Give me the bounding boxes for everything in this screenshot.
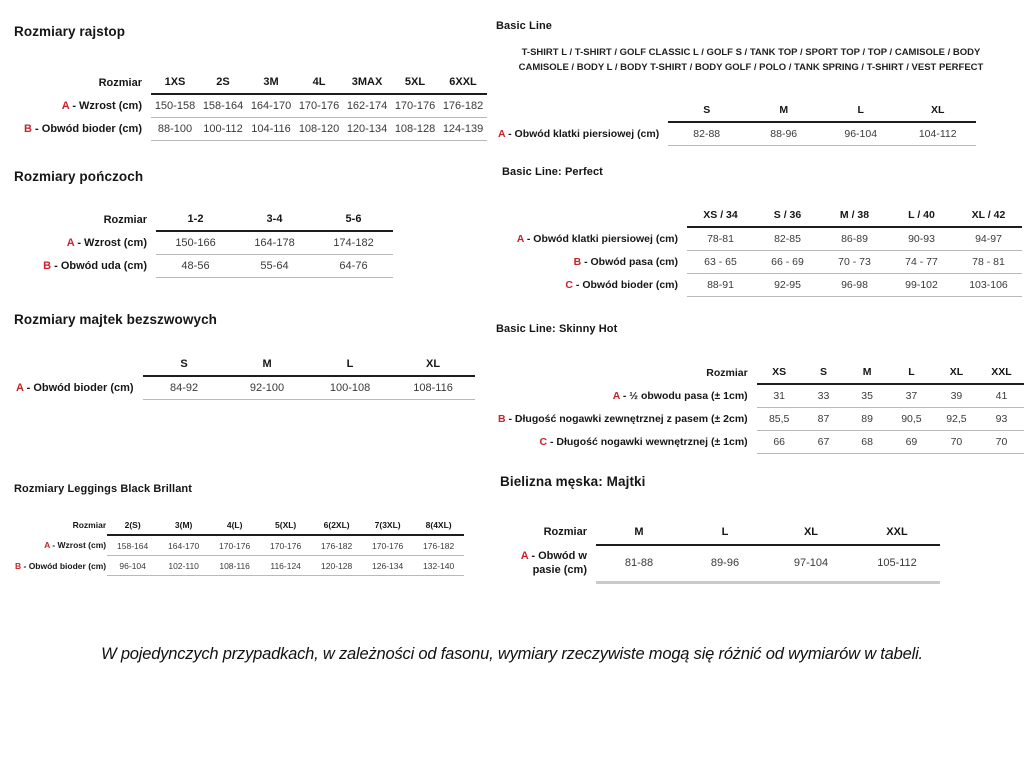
- section-title: Rozmiary pończoch: [14, 169, 144, 184]
- leggings-size-table: [14, 515, 464, 576]
- measurement-value: 120-134: [343, 118, 391, 141]
- measurement-letter: C: [565, 279, 573, 291]
- size-column-header: 2(S): [107, 515, 158, 535]
- measurement-value: 162-174: [343, 94, 391, 118]
- section-rozmiary-majtek-bezszwowych: [14, 312, 475, 400]
- measurement-value: 89: [845, 408, 889, 431]
- measurement-label: B - Obwód pasa (cm): [573, 256, 678, 268]
- seamless-briefs-size-table: [14, 353, 475, 400]
- measurement-letter: A: [61, 99, 70, 112]
- measurement-value: 104-112: [899, 122, 976, 146]
- size-column-header: S: [668, 99, 745, 122]
- measurement-row: [496, 122, 976, 146]
- size-header-row: [502, 204, 1022, 227]
- measurement-value: 170-176: [362, 535, 413, 556]
- size-column-header: 1XS: [151, 71, 199, 94]
- section-basic-line-perfect: [502, 166, 1022, 297]
- tights-size-table: [14, 71, 487, 141]
- measurement-letter: A: [612, 389, 620, 402]
- measurement-row: [500, 545, 940, 583]
- measurement-row: [14, 94, 487, 118]
- size-column-header: XL: [899, 99, 976, 122]
- measurement-value: 74 - 77: [888, 251, 955, 274]
- measurement-value: 97-104: [768, 545, 854, 583]
- section-title: Bielizna męska: Majtki: [500, 474, 646, 489]
- measurement-value: 102-110: [158, 556, 209, 576]
- measurement-value: 37: [889, 384, 934, 408]
- section-rozmiary-rajstop: [14, 24, 487, 141]
- size-header-row: [14, 71, 487, 94]
- measurement-label: B - Obwód uda (cm): [43, 260, 147, 272]
- size-header-row: [14, 353, 475, 376]
- measurement-label: C - Obwód bioder (cm): [565, 279, 678, 291]
- section-leggings-black-brillant: [14, 483, 464, 576]
- size-column-header: XXL: [979, 361, 1024, 384]
- measurement-value: 66: [757, 431, 802, 454]
- size-column-header: 3(M): [158, 515, 209, 535]
- measurement-value: 90-93: [888, 227, 955, 251]
- measurement-label: B - Długość nogawki zewnętrznej z pasem (± 2cm): [498, 413, 748, 425]
- measurement-value: 89-96: [682, 545, 768, 583]
- measurement-value: 70: [934, 431, 979, 454]
- measurement-letter: B: [24, 123, 32, 135]
- measurement-label: A - Wzrost (cm): [66, 236, 147, 249]
- size-row-label: [496, 99, 668, 122]
- measurement-value: 126-134: [362, 556, 413, 576]
- section-rozmiary-ponczoch: [14, 169, 393, 278]
- measurement-value: 99-102: [888, 274, 955, 297]
- measurement-letter: A: [44, 540, 50, 551]
- size-header-row: [14, 515, 464, 535]
- size-column-header: 6(2XL): [311, 515, 362, 535]
- disclaimer-note: W pojedynczych przypadkach, w zależności od fasonu, wymiary rzeczywiste mogą się różnić od wymiarów w tabeli.: [101, 645, 923, 663]
- section-title: Rozmiary Leggings Black Brillant: [14, 483, 193, 495]
- measurement-value: 164-170: [158, 535, 209, 556]
- size-header-row: [496, 99, 976, 122]
- size-column-header: M: [745, 99, 822, 122]
- size-column-header: M: [226, 353, 309, 376]
- measurement-value: 55-64: [235, 255, 314, 278]
- measurement-value: 31: [757, 384, 802, 408]
- measurement-value: 170-176: [209, 535, 260, 556]
- measurement-value: 33: [802, 384, 846, 408]
- measurement-label: C - Długość nogawki wewnętrznej (± 1cm): [539, 436, 748, 448]
- measurement-value: 82-85: [754, 227, 821, 251]
- measurement-value: 35: [845, 384, 889, 408]
- size-column-header: L: [822, 99, 899, 122]
- measurement-letter: A: [498, 128, 506, 141]
- measurement-letter: A: [516, 232, 524, 245]
- measurement-label: A - Wzrost (cm): [44, 540, 107, 551]
- measurement-row: [14, 535, 464, 556]
- size-column-header: XS / 34: [687, 204, 754, 227]
- measurement-letter: B: [43, 260, 52, 272]
- measurement-value: 108-128: [391, 118, 439, 141]
- size-row-label: [14, 353, 143, 376]
- measurement-value: 116-124: [260, 556, 311, 576]
- size-column-header: 5-6: [314, 208, 393, 231]
- measurement-value: 108-116: [392, 376, 475, 400]
- size-column-header: XL: [768, 521, 854, 545]
- measurement-row: [496, 408, 1024, 431]
- measurement-value: 158-164: [107, 535, 158, 556]
- measurement-row: [14, 118, 487, 141]
- size-column-header: 2S: [199, 71, 247, 94]
- measurement-value: 88-96: [745, 122, 822, 146]
- measurement-letter: B: [15, 560, 22, 571]
- measurement-letter: B: [498, 413, 506, 425]
- size-column-header: L: [682, 521, 768, 545]
- size-column-header: 3-4: [235, 208, 314, 231]
- measurement-value: 69: [889, 431, 934, 454]
- measurement-label: A - Obwód bioder (cm): [16, 381, 134, 394]
- size-header-row: [500, 521, 940, 545]
- measurement-value: 170-176: [391, 94, 439, 118]
- measurement-value: 39: [934, 384, 979, 408]
- mens-briefs-size-table: [500, 521, 940, 584]
- section-title: Rozmiary rajstop: [14, 24, 126, 39]
- size-row-label: Rozmiar: [706, 366, 748, 379]
- measurement-label: A - Obwód klatki piersiowej (cm): [516, 232, 678, 245]
- size-column-header: L: [889, 361, 934, 384]
- size-column-header: S: [802, 361, 846, 384]
- measurement-row: [14, 255, 393, 278]
- measurement-value: 150-158: [151, 94, 199, 118]
- measurement-value: 100-108: [309, 376, 392, 400]
- size-column-header: M: [845, 361, 889, 384]
- measurement-row: [14, 231, 393, 255]
- measurement-value: 176-182: [311, 535, 362, 556]
- measurement-label: A - Wzrost (cm): [61, 99, 142, 112]
- size-column-header: M: [596, 521, 682, 545]
- size-column-header: 6XXL: [439, 71, 487, 94]
- measurement-value: 41: [979, 384, 1024, 408]
- size-column-header: M / 38: [821, 204, 888, 227]
- measurement-label: B - Obwód bioder (cm): [15, 560, 107, 571]
- size-column-header: 4(L): [209, 515, 260, 535]
- measurement-value: 88-100: [151, 118, 199, 141]
- measurement-value: 78-81: [687, 227, 754, 251]
- measurement-letter: A: [16, 381, 24, 394]
- size-column-header: S / 36: [754, 204, 821, 227]
- measurement-row: [496, 431, 1024, 454]
- size-column-header: 5XL: [391, 71, 439, 94]
- section-bielizna-meska-majtki: [500, 474, 940, 584]
- measurement-value: 96-98: [821, 274, 888, 297]
- measurement-value: 84-92: [143, 376, 226, 400]
- size-column-header: S: [143, 353, 226, 376]
- size-column-header: XS: [757, 361, 802, 384]
- measurement-value: 92,5: [934, 408, 979, 431]
- measurement-value: 67: [802, 431, 846, 454]
- size-column-header: 1-2: [156, 208, 235, 231]
- size-column-header: XL / 42: [955, 204, 1022, 227]
- measurement-value: 68: [845, 431, 889, 454]
- measurement-value: 88-91: [687, 274, 754, 297]
- measurement-value: 103-106: [955, 274, 1022, 297]
- measurement-value: 158-164: [199, 94, 247, 118]
- section-title: Basic Line: Skinny Hot: [496, 323, 618, 335]
- measurement-value: 90,5: [889, 408, 934, 431]
- measurement-row: [496, 384, 1024, 408]
- measurement-value: 93: [979, 408, 1024, 431]
- measurement-value: 85,5: [757, 408, 802, 431]
- size-column-header: XL: [934, 361, 979, 384]
- measurement-value: 87: [802, 408, 846, 431]
- product-list: T-SHIRT L / T-SHIRT / GOLF CLASSIC L / GOLF S / TANK TOP / SPORT TOP / TOP / CAMISOLE / BODY CAMISOLE / BODY L / BODY T-SHIRT / BODY GOLF / POLO / TANK SPRING / T-SHIRT / VEST PERFECT: [518, 47, 984, 73]
- measurement-value: 176-182: [413, 535, 464, 556]
- basic-line-size-table: [496, 99, 976, 146]
- measurement-letter: B: [573, 256, 582, 268]
- size-column-header: 7(3XL): [362, 515, 413, 535]
- stockings-size-table: [14, 208, 393, 278]
- measurement-value: 170-176: [295, 94, 343, 118]
- measurement-value: 48-56: [156, 255, 235, 278]
- size-row-label: Rozmiar: [98, 76, 142, 89]
- measurement-letter: A: [520, 549, 529, 562]
- measurement-value: 82-88: [668, 122, 745, 146]
- size-column-header: 3MAX: [343, 71, 391, 94]
- measurement-value: 63 - 65: [687, 251, 754, 274]
- measurement-value: 66 - 69: [754, 251, 821, 274]
- measurement-value: 108-116: [209, 556, 260, 576]
- measurement-value: 70 - 73: [821, 251, 888, 274]
- measurement-value: 170-176: [260, 535, 311, 556]
- measurement-value: 86-89: [821, 227, 888, 251]
- measurement-value: 100-112: [199, 118, 247, 141]
- size-row-label: Rozmiar: [103, 213, 147, 226]
- measurement-value: 124-139: [439, 118, 487, 141]
- size-column-header: 3M: [247, 71, 295, 94]
- measurement-value: 120-128: [311, 556, 362, 576]
- measurement-row: [502, 274, 1022, 297]
- size-header-row: [496, 361, 1024, 384]
- measurement-label: A - Obwód w pasie (cm): [520, 549, 587, 576]
- measurement-value: 64-76: [314, 255, 393, 278]
- section-title: Rozmiary majtek bezszwowych: [14, 312, 218, 327]
- measurement-value: 164-170: [247, 94, 295, 118]
- measurement-value: 104-116: [247, 118, 295, 141]
- size-row-label: Rozmiar: [72, 520, 107, 530]
- measurement-value: 174-182: [314, 231, 393, 255]
- size-column-header: L: [309, 353, 392, 376]
- section-basic-line: [496, 20, 1016, 146]
- section-title: Basic Line: [496, 20, 553, 32]
- measurement-label: A - Obwód klatki piersiowej (cm): [498, 128, 660, 141]
- measurement-row: [14, 556, 464, 576]
- measurement-letter: C: [539, 436, 548, 448]
- measurement-row: [502, 251, 1022, 274]
- measurement-value: 94-97: [955, 227, 1022, 251]
- size-column-header: L / 40: [888, 204, 955, 227]
- size-column-header: 4L: [295, 71, 343, 94]
- skinny-hot-size-table: [496, 361, 1024, 454]
- size-column-header: 8(4XL): [413, 515, 464, 535]
- measurement-value: 108-120: [295, 118, 343, 141]
- size-column-header: XL: [392, 353, 475, 376]
- measurement-label: B - Obwód bioder (cm): [24, 123, 142, 135]
- measurement-value: 92-100: [226, 376, 309, 400]
- measurement-value: 70: [979, 431, 1024, 454]
- measurement-label: A - ½ obwodu pasa (± 1cm): [612, 389, 748, 402]
- measurement-value: 92-95: [754, 274, 821, 297]
- perfect-size-table: [502, 204, 1022, 297]
- measurement-row: [14, 376, 475, 400]
- measurement-row: [502, 227, 1022, 251]
- size-column-header: 5(XL): [260, 515, 311, 535]
- measurement-value: 105-112: [854, 545, 940, 583]
- measurement-value: 164-178: [235, 231, 314, 255]
- section-basic-line-skinny-hot: [496, 323, 1024, 454]
- measurement-value: 81-88: [596, 545, 682, 583]
- measurement-value: 78 - 81: [955, 251, 1022, 274]
- measurement-value: 96-104: [822, 122, 899, 146]
- measurement-letter: A: [66, 236, 75, 249]
- measurement-value: 176-182: [439, 94, 487, 118]
- measurement-value: 150-166: [156, 231, 235, 255]
- size-header-row: [14, 208, 393, 231]
- size-row-label: Rozmiar: [543, 526, 587, 538]
- size-column-header: XXL: [854, 521, 940, 545]
- measurement-value: 132-140: [413, 556, 464, 576]
- measurement-value: 96-104: [107, 556, 158, 576]
- section-title: Basic Line: Perfect: [502, 166, 603, 178]
- size-row-label: [502, 204, 687, 227]
